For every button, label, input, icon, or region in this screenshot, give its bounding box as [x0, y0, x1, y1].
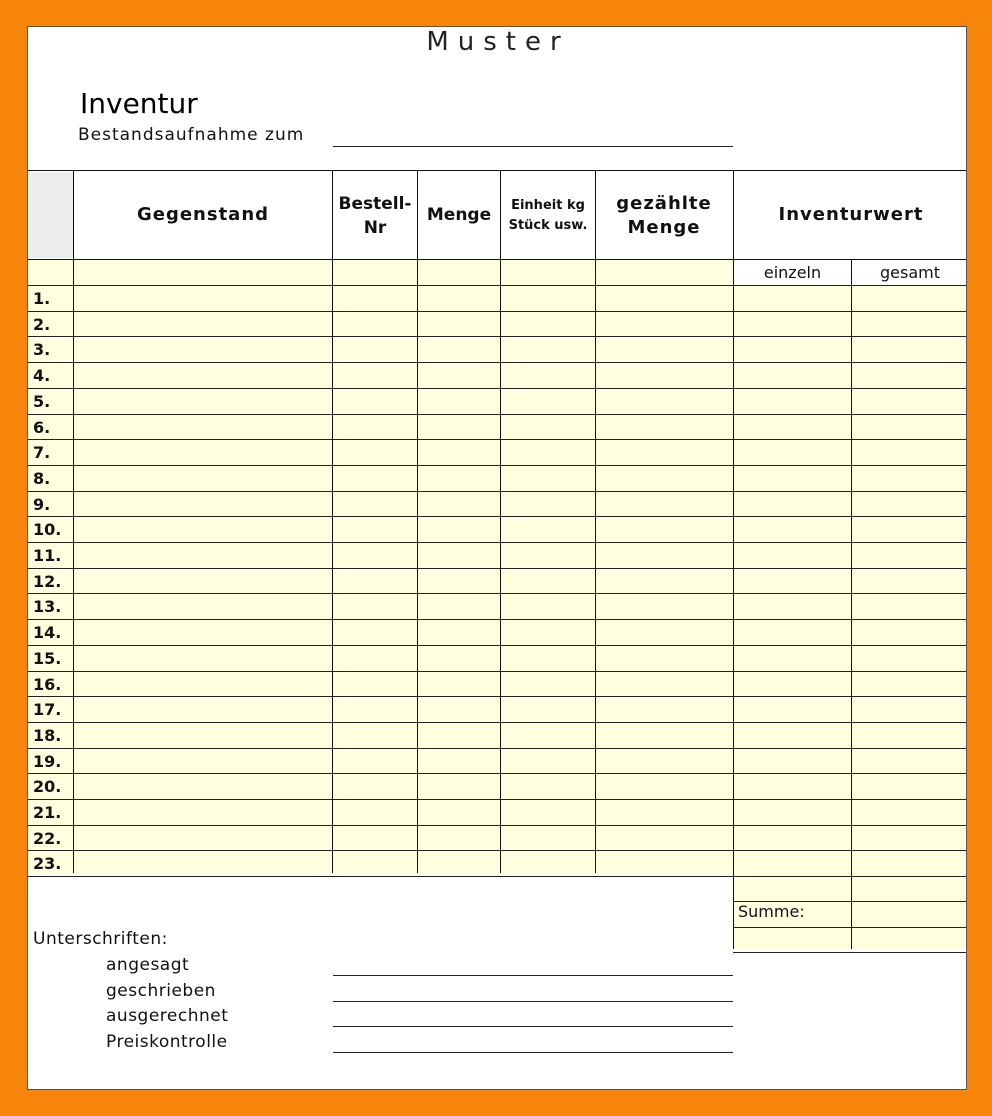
col-header-gegenstand: Gegenstand [136, 204, 270, 225]
page-title: Inventur [80, 87, 198, 120]
table-row [28, 799, 967, 825]
col-header-gezaehlte-line1: gezählte [616, 193, 712, 214]
row-number: 2. [33, 314, 51, 334]
table-row [28, 388, 967, 414]
signatures-heading: Unterschriften: [33, 929, 168, 949]
table-row [28, 285, 967, 311]
signature-line [333, 975, 733, 976]
row-number: 9. [33, 494, 51, 514]
row-number: 11. [33, 546, 62, 565]
table-row [28, 491, 967, 517]
col-header-einzeln: einzeln [763, 263, 822, 282]
row-number: 7. [33, 443, 51, 463]
table-row [28, 336, 967, 362]
signature-line [333, 1052, 733, 1053]
table-row [28, 722, 967, 748]
row-number: 14. [33, 623, 62, 643]
row-number: 6. [33, 417, 51, 437]
row-number: 22. [33, 828, 62, 848]
row-number: 19. [33, 751, 62, 771]
table-row [28, 414, 967, 440]
col-header-inventurwert: Inventurwert [778, 204, 924, 225]
col-header-bestell-nr [333, 173, 417, 259]
row-divider [28, 876, 967, 877]
table-row [28, 671, 967, 697]
row-number: 10. [33, 520, 62, 540]
table-row [28, 465, 967, 491]
row-number: 16. [33, 674, 62, 694]
signature-line [333, 1001, 733, 1002]
row-number: 5. [33, 391, 51, 411]
signature-line [333, 1026, 733, 1027]
col-header-einheit [501, 173, 595, 259]
col-header-bestell-line2: Nr [363, 218, 387, 238]
table-row [28, 568, 967, 594]
header-top-border [28, 170, 967, 171]
row-number: 8. [33, 468, 51, 488]
col-header-gezaehlte-line2: Menge [627, 217, 701, 238]
summary-row-divider [733, 952, 967, 953]
date-label: Bestandsaufnahme zum [78, 125, 305, 145]
col-header-gesamt: gesamt [880, 263, 940, 282]
table-row [28, 593, 967, 619]
signature-label: angesagt [106, 955, 190, 975]
table-row [28, 850, 967, 876]
header-bottom-border [28, 259, 967, 260]
table-row [28, 696, 967, 722]
table-row [28, 516, 967, 542]
row-number: 20. [33, 777, 62, 797]
signature-label: ausgerechnet [106, 1006, 229, 1026]
col-header-einheit-line1: Einheit kg [511, 198, 585, 213]
table-row [28, 619, 967, 645]
table-row [28, 748, 967, 774]
table-row [28, 311, 967, 337]
table-row [28, 362, 967, 388]
signature-label: geschrieben [106, 980, 216, 1001]
signature-label: Preiskontrolle [106, 1031, 228, 1052]
row-number: 3. [33, 340, 51, 360]
summe-label: Summe: [738, 902, 805, 921]
row-number: 12. [33, 571, 62, 591]
row-number: 4. [33, 366, 51, 386]
row-number: 21. [33, 803, 62, 822]
inventory-sheet [27, 26, 967, 1090]
summary-row-divider [733, 927, 967, 928]
row-number: 18. [33, 725, 62, 745]
row-number: 23. [33, 854, 62, 874]
row-number: 13. [33, 597, 62, 617]
table-row [28, 825, 967, 851]
col-header-einheit-line2: Stück usw. [508, 218, 588, 233]
date-line [333, 146, 733, 147]
table-row [28, 773, 967, 799]
table-row [28, 439, 967, 465]
corner-cell [29, 172, 73, 258]
row-number: 1. [33, 289, 51, 308]
row-number: 17. [33, 700, 62, 720]
table-row [28, 542, 967, 568]
col-header-bestell-line1: Bestell- [338, 194, 412, 214]
col-header-menge: Menge [426, 205, 492, 225]
watermark-muster: Muster [426, 27, 570, 57]
col-header-gezaehlte-menge [596, 173, 732, 259]
table-row [28, 645, 967, 671]
row-number: 15. [33, 648, 62, 668]
